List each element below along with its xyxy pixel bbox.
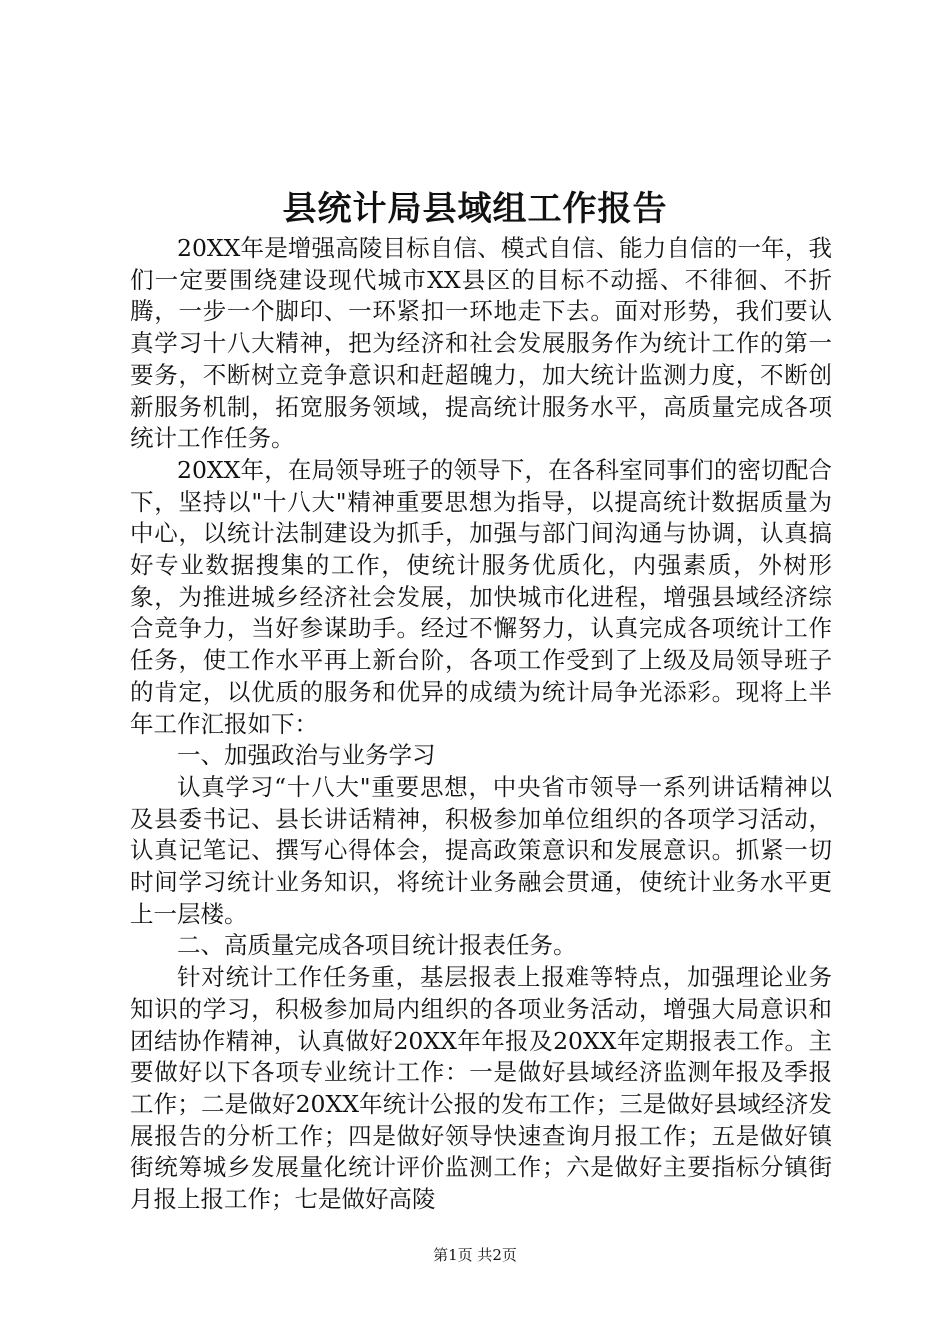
- section-heading: 一、加强政治与业务学习: [177, 741, 436, 770]
- document-title: 县统计局县域组工作报告: [282, 189, 668, 229]
- paragraph: 认真学习“十八大"重要思想，中央省市领导一系列讲话精神以及县委书记、县长讲话精神，积极参加单位组织的各项学习活动，认真记笔记、撰写心得体会，提高政策意识和发展意识。抓紧一切时间学习统计业务知识，将统计业务融会贯通，使统计业务水平更上一层楼。: [130, 772, 832, 928]
- paragraph: 20XX年，在局领导班子的领导下，在各科室同事们的密切配合下，坚持以"十八大"精神重要思想为指导，以提高统计数据质量为中心，以统计法制建设为抓手，加强与部门间沟通与协调，认真搞好专业数据搜集的工作，使统计服务优质化，内强素质，外树形象，为推进城乡经济社会发展，加快城市化进程，增强县域经济综合竞争力，当好参谋助手。经过不懈努力，认真完成各项统计工作任务，使工作水平再上新台阶，各项工作受到了上级及局领导班子的肯定，以优质的服务和优异的成绩为统计局争光添彩。现将上半年工作汇报如下：: [130, 455, 832, 738]
- paragraph: 针对统计工作任务重，基层报表上报难等特点，加强理论业务知识的学习，积极参加局内组织的各项业务活动，增强大局意识和团结协作精神，认真做好20XX年年报及20XX年定期报表工作。主要做好以下各项专业统计工作：一是做好县域经济监测年报及季报工作；二是做好20XX年统计公报的发布工作；三是做好县域经济发展报告的分析工作；四是做好领导快速查询月报工作；五是做好镇街统筹城乡发展量化统计评价监测工作；六是做好主要指标分镇街月报上报工作；七是做好高陵: [130, 963, 832, 1214]
- page-number-footer: 第1页 共2页: [433, 1246, 517, 1264]
- section-heading: 二、高质量完成各项目统计报表任务。: [177, 931, 577, 960]
- paragraph: 20XX年是增强高陵目标自信、模式自信、能力自信的一年，我们一定要围绕建设现代城市XX县区的目标不动摇、不徘徊、不折腾，一步一个脚印、一环紧扣一环地走下去。面对形势，我们要认真学习十八大精神，把为经济和社会发展服务作为统计工作的第一要务，不断树立竞争意识和赶超魄力，加大统计监测力度，不断创新服务机制，拓宽服务领域，提高统计服务水平，高质量完成各项统计工作任务。: [130, 234, 832, 453]
- document-body: [130, 233, 832, 1216]
